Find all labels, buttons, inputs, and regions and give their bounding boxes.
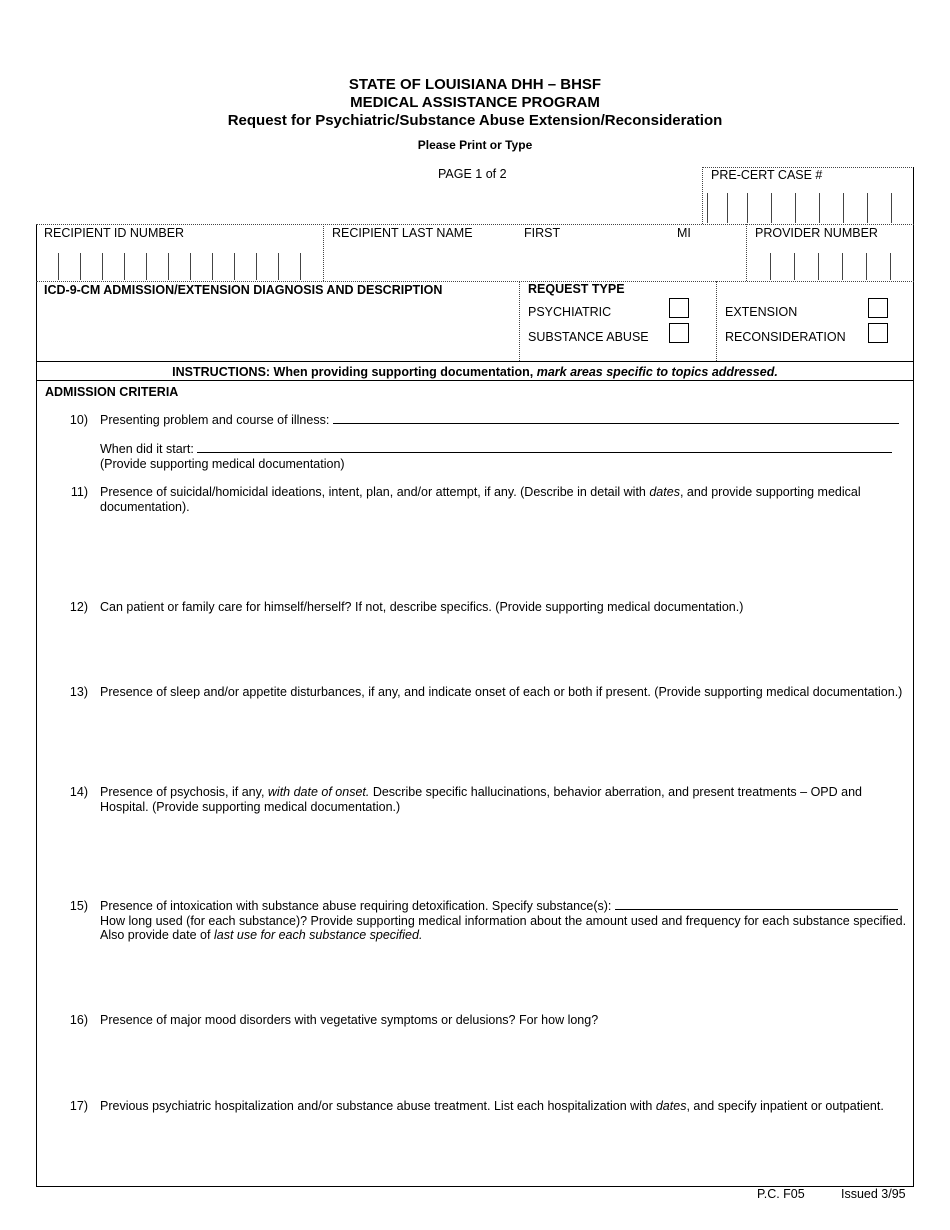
form-number: P.C. F05 <box>757 1187 805 1201</box>
q15-answer-area[interactable] <box>40 946 910 1008</box>
q12-answer-area[interactable] <box>40 618 910 680</box>
request-type-label: REQUEST TYPE <box>528 282 625 296</box>
q15-substance-line[interactable] <box>615 899 898 910</box>
first-name-label: FIRST <box>524 226 561 240</box>
q10-start-line[interactable] <box>197 442 892 453</box>
substance-abuse-label: SUBSTANCE ABUSE <box>528 330 649 344</box>
recipient-id-input[interactable] <box>58 253 308 280</box>
mi-label: MI <box>677 226 691 240</box>
section-title: ADMISSION CRITERIA <box>45 385 179 399</box>
q11-answer-area[interactable] <box>40 518 910 593</box>
recipient-id-label: RECIPIENT ID NUMBER <box>44 226 185 240</box>
icd-diagnosis-label: ICD-9-CM ADMISSION/EXTENSION DIAGNOSIS AND DESCRIPTION <box>44 283 443 297</box>
issued-date: Issued 3/95 <box>841 1187 906 1201</box>
recipient-name-input[interactable] <box>330 246 740 278</box>
extension-label: EXTENSION <box>725 305 798 319</box>
q14-answer-area[interactable] <box>40 818 910 893</box>
psychiatric-checkbox[interactable] <box>669 298 689 318</box>
precert-label: PRE-CERT CASE # <box>711 168 823 182</box>
recipient-last-name-label: RECIPIENT LAST NAME <box>332 226 473 240</box>
icd-diagnosis-input[interactable] <box>40 300 515 356</box>
q16-answer-area[interactable] <box>40 1031 910 1093</box>
question-10-start: When did it start: <box>100 442 892 457</box>
page-indicator: PAGE 1 of 2 <box>438 167 507 181</box>
print-note: Please Print or Type <box>417 138 533 152</box>
question-10-note: (Provide supporting medical documentation) <box>100 457 345 471</box>
provider-number-label: PROVIDER NUMBER <box>755 226 878 240</box>
precert-input[interactable] <box>707 193 907 223</box>
form-title-state: STATE OF LOUISIANA DHH – BHSF <box>348 76 602 93</box>
psychiatric-label: PSYCHIATRIC <box>528 305 612 319</box>
form-title-request: Request for Psychiatric/Substance Abuse Extension/Reconsideration <box>227 112 723 129</box>
reconsideration-label: RECONSIDERATION <box>725 330 846 344</box>
form-title-program: MEDICAL ASSISTANCE PROGRAM <box>350 94 600 111</box>
instructions: INSTRUCTIONS: When providing supporting documentation, mark areas specific to topics addressed. <box>172 365 778 379</box>
extension-checkbox[interactable] <box>868 298 888 318</box>
q17-answer-area[interactable] <box>40 1117 910 1182</box>
substance-abuse-checkbox[interactable] <box>669 323 689 343</box>
provider-number-input[interactable] <box>770 253 910 280</box>
q13-answer-area[interactable] <box>40 703 910 781</box>
q10-answer-line[interactable] <box>333 413 899 424</box>
reconsideration-checkbox[interactable] <box>868 323 888 343</box>
